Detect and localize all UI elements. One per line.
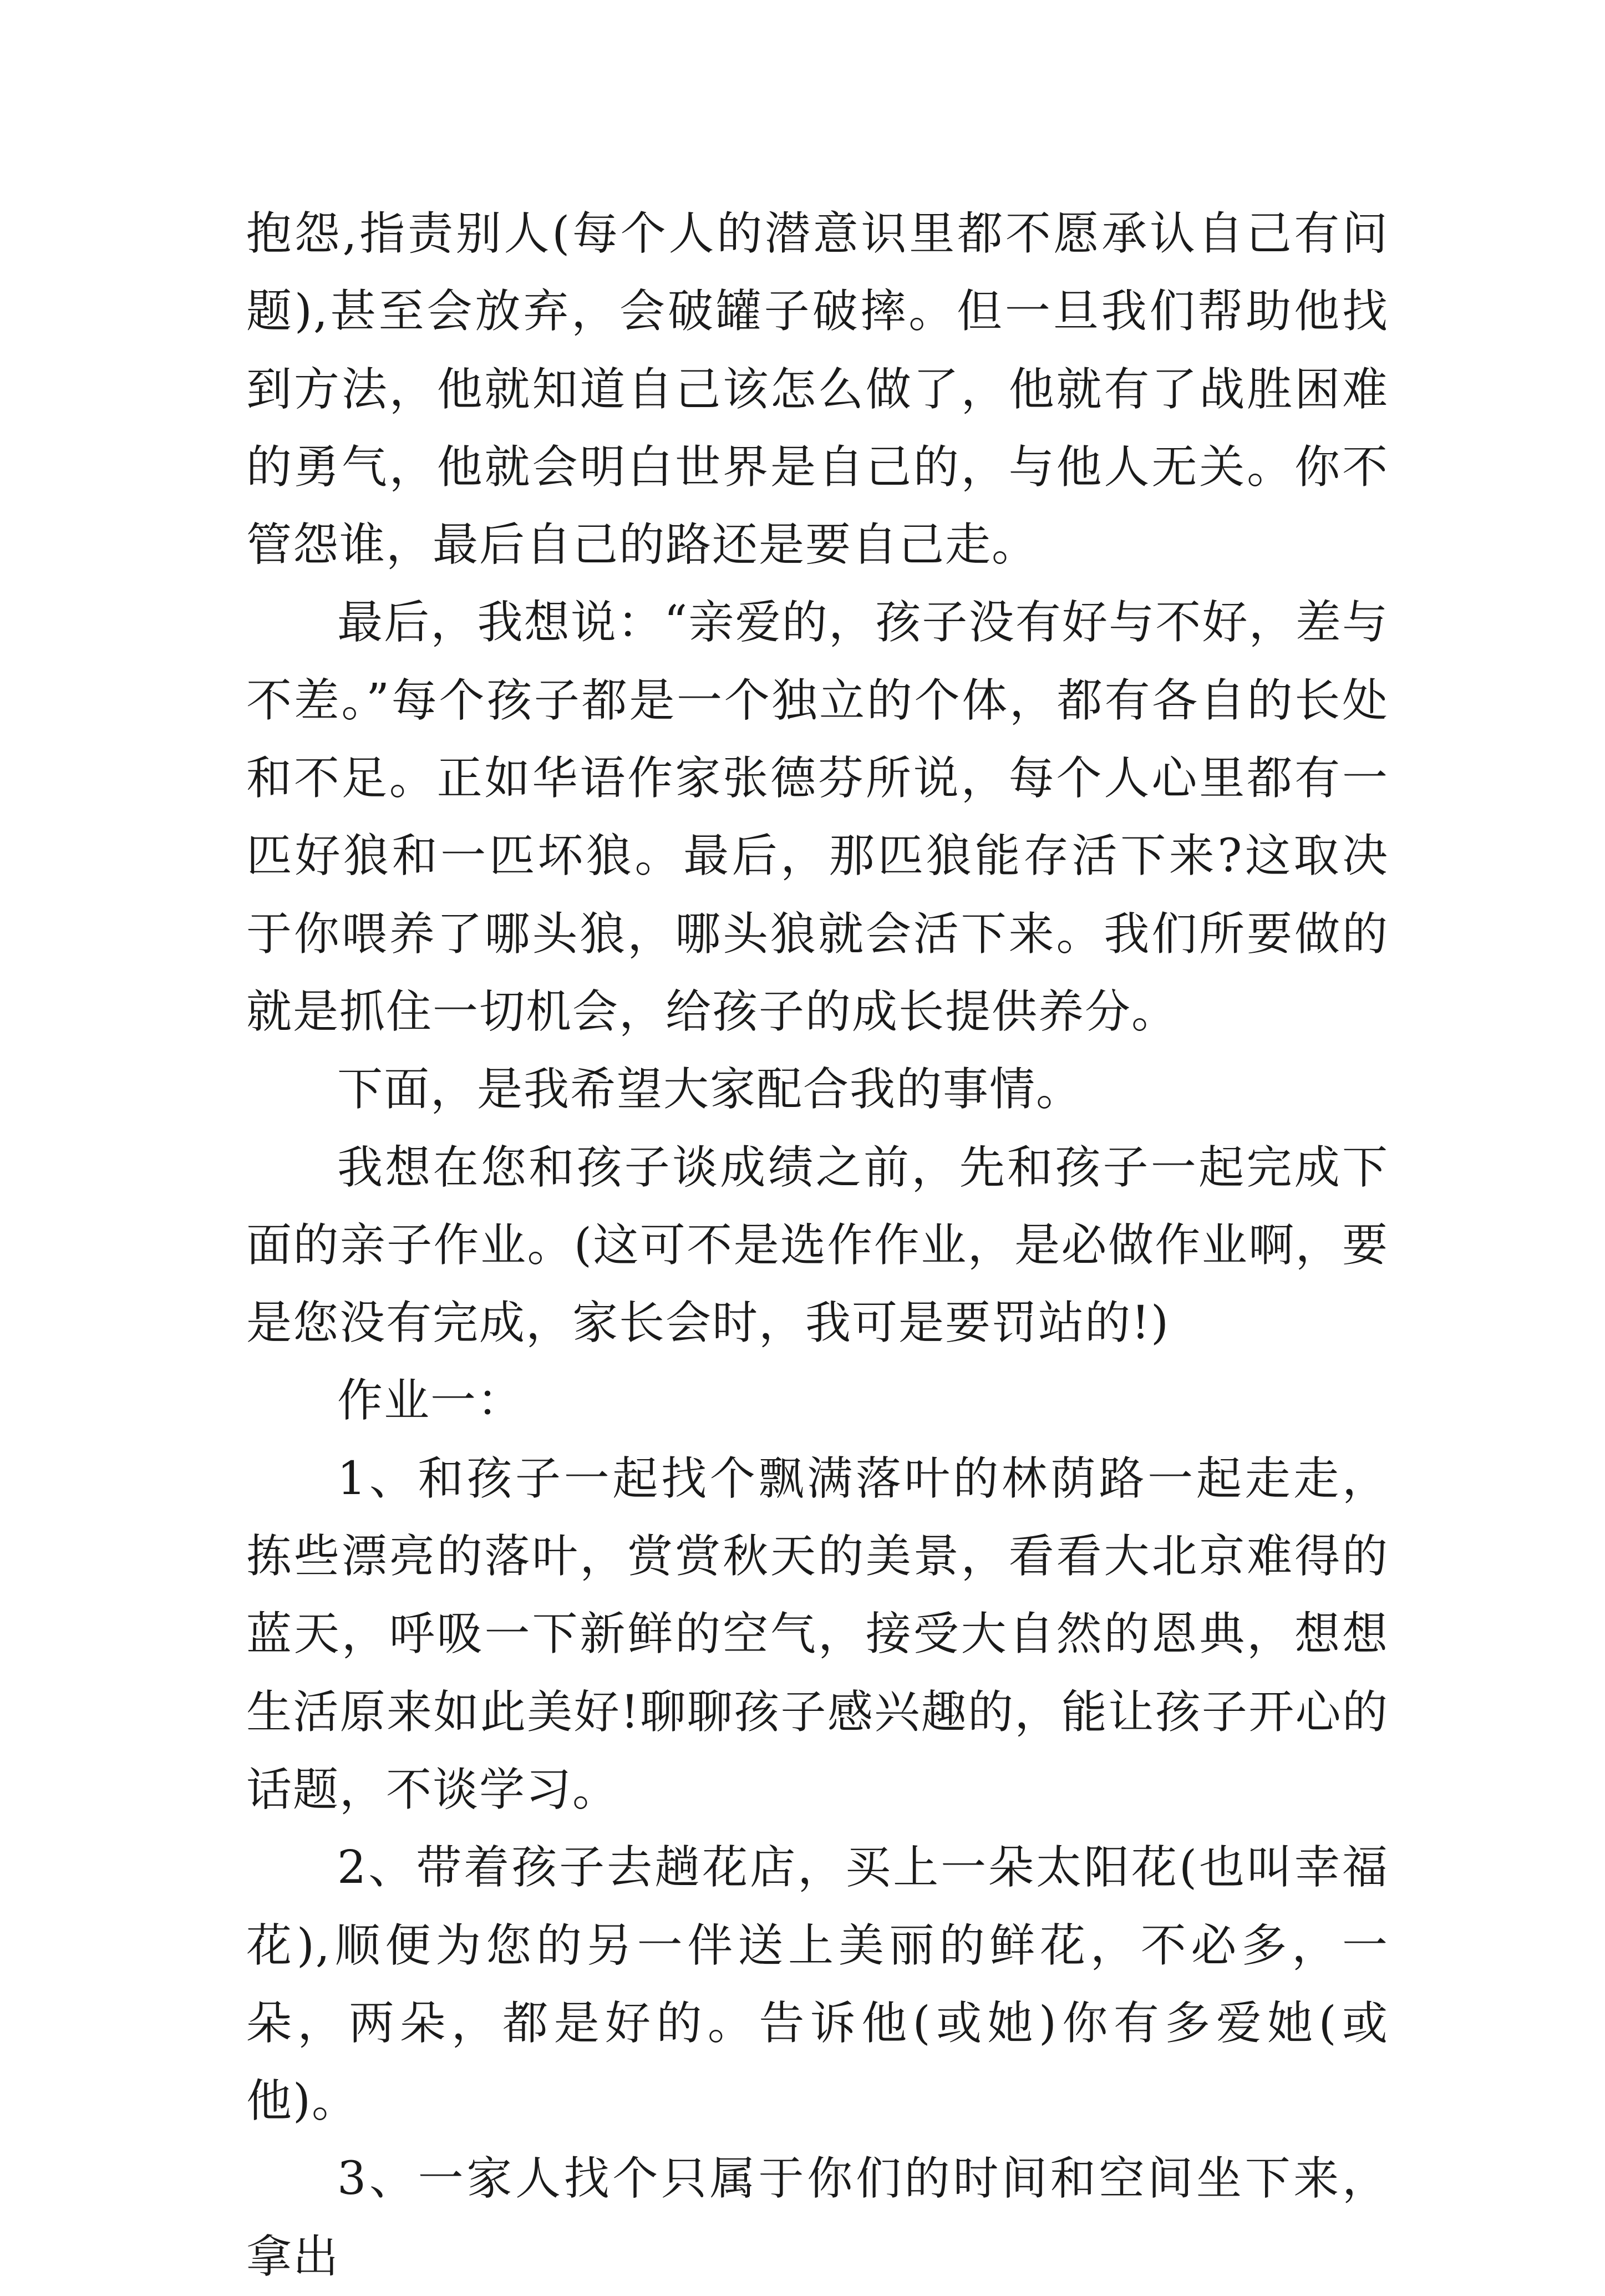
paragraph: 2、带着孩子去趟花店，买上一朵太阳花(也叫幸福花),顺便为您的另一伴送上美丽的鲜花，不必多，一朵，两朵，都是好的。告诉他(或她)你有多爱她(或他)。 <box>246 1841 1389 2128</box>
paragraph: 3、一家人找个只属于你们的时间和空间坐下来，拿出 <box>246 2152 1389 2283</box>
paragraph: 抱怨,指责别人(每个人的潜意识里都不愿承认自己有问题),甚至会放弃，会破罐子破摔。但一旦我们帮助他找到方法，他就知道自己该怎么做了，他就有了战胜困难的勇气，他就会明白世界是自己的，与他人无关。你不管怨谁，最后自己的路还是要自己走。 <box>246 207 1389 572</box>
paragraph: 1、和孩子一起找个飘满落叶的林荫路一起走走，拣些漂亮的落叶，赏赏秋天的美景，看看大北京难得的蓝天，呼吸一下新鲜的空气，接受大自然的恩典，想想生活原来如此美好!聊聊孩子感兴趣的，能让孩子开心的话题，不谈学习。 <box>246 1452 1389 1816</box>
document-body <box>246 195 1389 2296</box>
paragraph: 下面，是我希望大家配合我的事情。 <box>337 1063 1083 1116</box>
paragraph: 最后，我想说：“亲爱的，孩子没有好与不好，差与不差。”每个孩子都是一个独立的个体，都有各自的长处和不足。正如华语作家张德芬所说，每个人心里都有一匹好狼和一匹坏狼。最后，那匹狼能存活下来?这取决于你喂养了哪头狼，哪头狼就会活下来。我们所要做的就是抓住一切机会，给孩子的成长提供养分。 <box>246 596 1389 1038</box>
paragraph: 作业一： <box>337 1374 524 1428</box>
paragraph: 我想在您和孩子谈成绩之前，先和孩子一起完成下面的亲子作业。(这可不是选作作业，是必做作业啊，要是您没有完成，家长会时，我可是要罚站的!) <box>246 1141 1389 1350</box>
